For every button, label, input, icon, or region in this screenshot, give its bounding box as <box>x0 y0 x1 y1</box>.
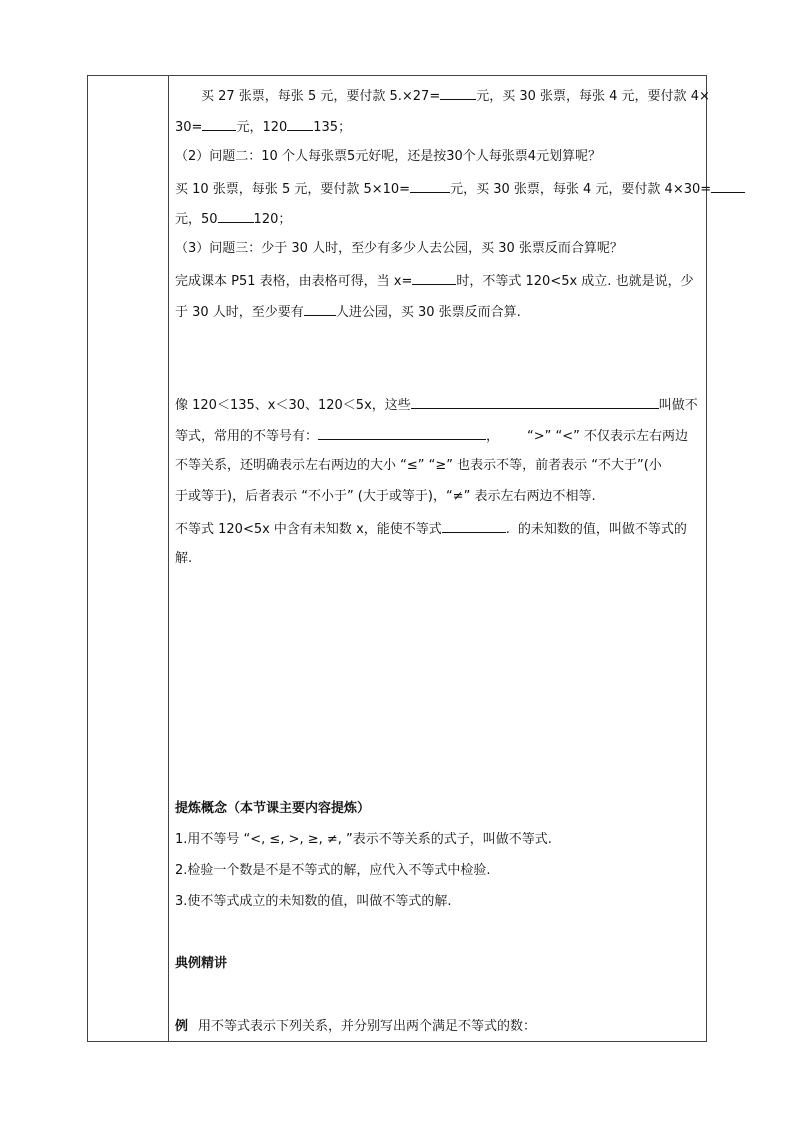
text-line: 2.检验一个数是不是不等式的解，应代入不等式中检验. <box>175 863 491 878</box>
answer-blank[interactable] <box>412 270 456 285</box>
answer-blank[interactable] <box>411 394 659 409</box>
content-cell <box>175 76 712 1041</box>
answer-blank[interactable] <box>711 178 745 193</box>
text-line: 买 27 张票，每张 5 元，要付款 5.×27= 元，买 30 张票，每张 4 元，要付款 4× <box>175 85 698 107</box>
text-line: （2）问题二：10 个人每张票5元好呢，还是按30个人每张票4元划算呢？ <box>175 149 602 164</box>
section-heading: 提炼概念（本节课主要内容提炼） <box>175 801 371 816</box>
answer-blank[interactable] <box>318 425 486 440</box>
answer-blank[interactable] <box>218 208 254 223</box>
text-line: （3）问题三：少于 30 人时，至少有多少人去公园，买 30 张票反而合算呢？ <box>175 241 623 256</box>
column-divider <box>168 76 169 1041</box>
text-line: 例 用不等式表示下列关系，并分别写出两个满足不等式的数： <box>175 1019 537 1034</box>
text-line: 像 120＜135、x＜30、120＜5x，这些 叫做不 <box>175 394 698 416</box>
text-line: 30= 元，120 135； <box>175 116 698 138</box>
text-line: 3.使不等式成立的未知数的值，叫做不等式的解. <box>175 894 452 909</box>
text-line: 完成课本 P51 表格，由表格可得，当 x= 时，不等式 120<5x 成立. 也就是说，少 <box>175 270 698 292</box>
answer-blank[interactable] <box>410 178 450 193</box>
text-line: 1.用不等号 “<, ≤, >, ≥, ≠, ”表示不等关系的式子，叫做不等式. <box>175 832 552 847</box>
section-heading: 典例精讲 <box>175 956 228 971</box>
text-line: 买 10 张票，每张 5 元，要付款 5×10= 元，买 30 张票，每张 4 元，要付款 4×30= <box>175 178 698 200</box>
answer-blank[interactable] <box>202 116 236 131</box>
text-line: 不等关系，还明确表示左右两边的大小 “≤” “≥” 也表示不等，前者表示 “不大于”(小 <box>175 458 662 473</box>
answer-blank[interactable] <box>304 301 336 316</box>
lesson-table <box>87 75 712 1042</box>
text-line: 不等式 120<5x 中含有未知数 x，能使不等式 . 的未知数的值，叫做不等式的 <box>175 518 698 540</box>
text-line: 于或等于)，后者表示 “不小于” (大于或等于)，“≠” 表示左右两边不相等. <box>175 489 596 504</box>
answer-blank[interactable] <box>440 85 476 100</box>
text-line: 解. <box>175 551 193 566</box>
answer-blank[interactable] <box>442 518 506 533</box>
text-line: 等式，常用的不等号有： ， “>” “<” 不仅表示左右两边 <box>175 425 698 447</box>
text-line: 于 30 人时，至少要有 人进公园，买 30 张票反而合算. <box>175 301 698 323</box>
answer-blank[interactable] <box>287 116 313 131</box>
text-line: 元，50 120； <box>175 208 698 230</box>
